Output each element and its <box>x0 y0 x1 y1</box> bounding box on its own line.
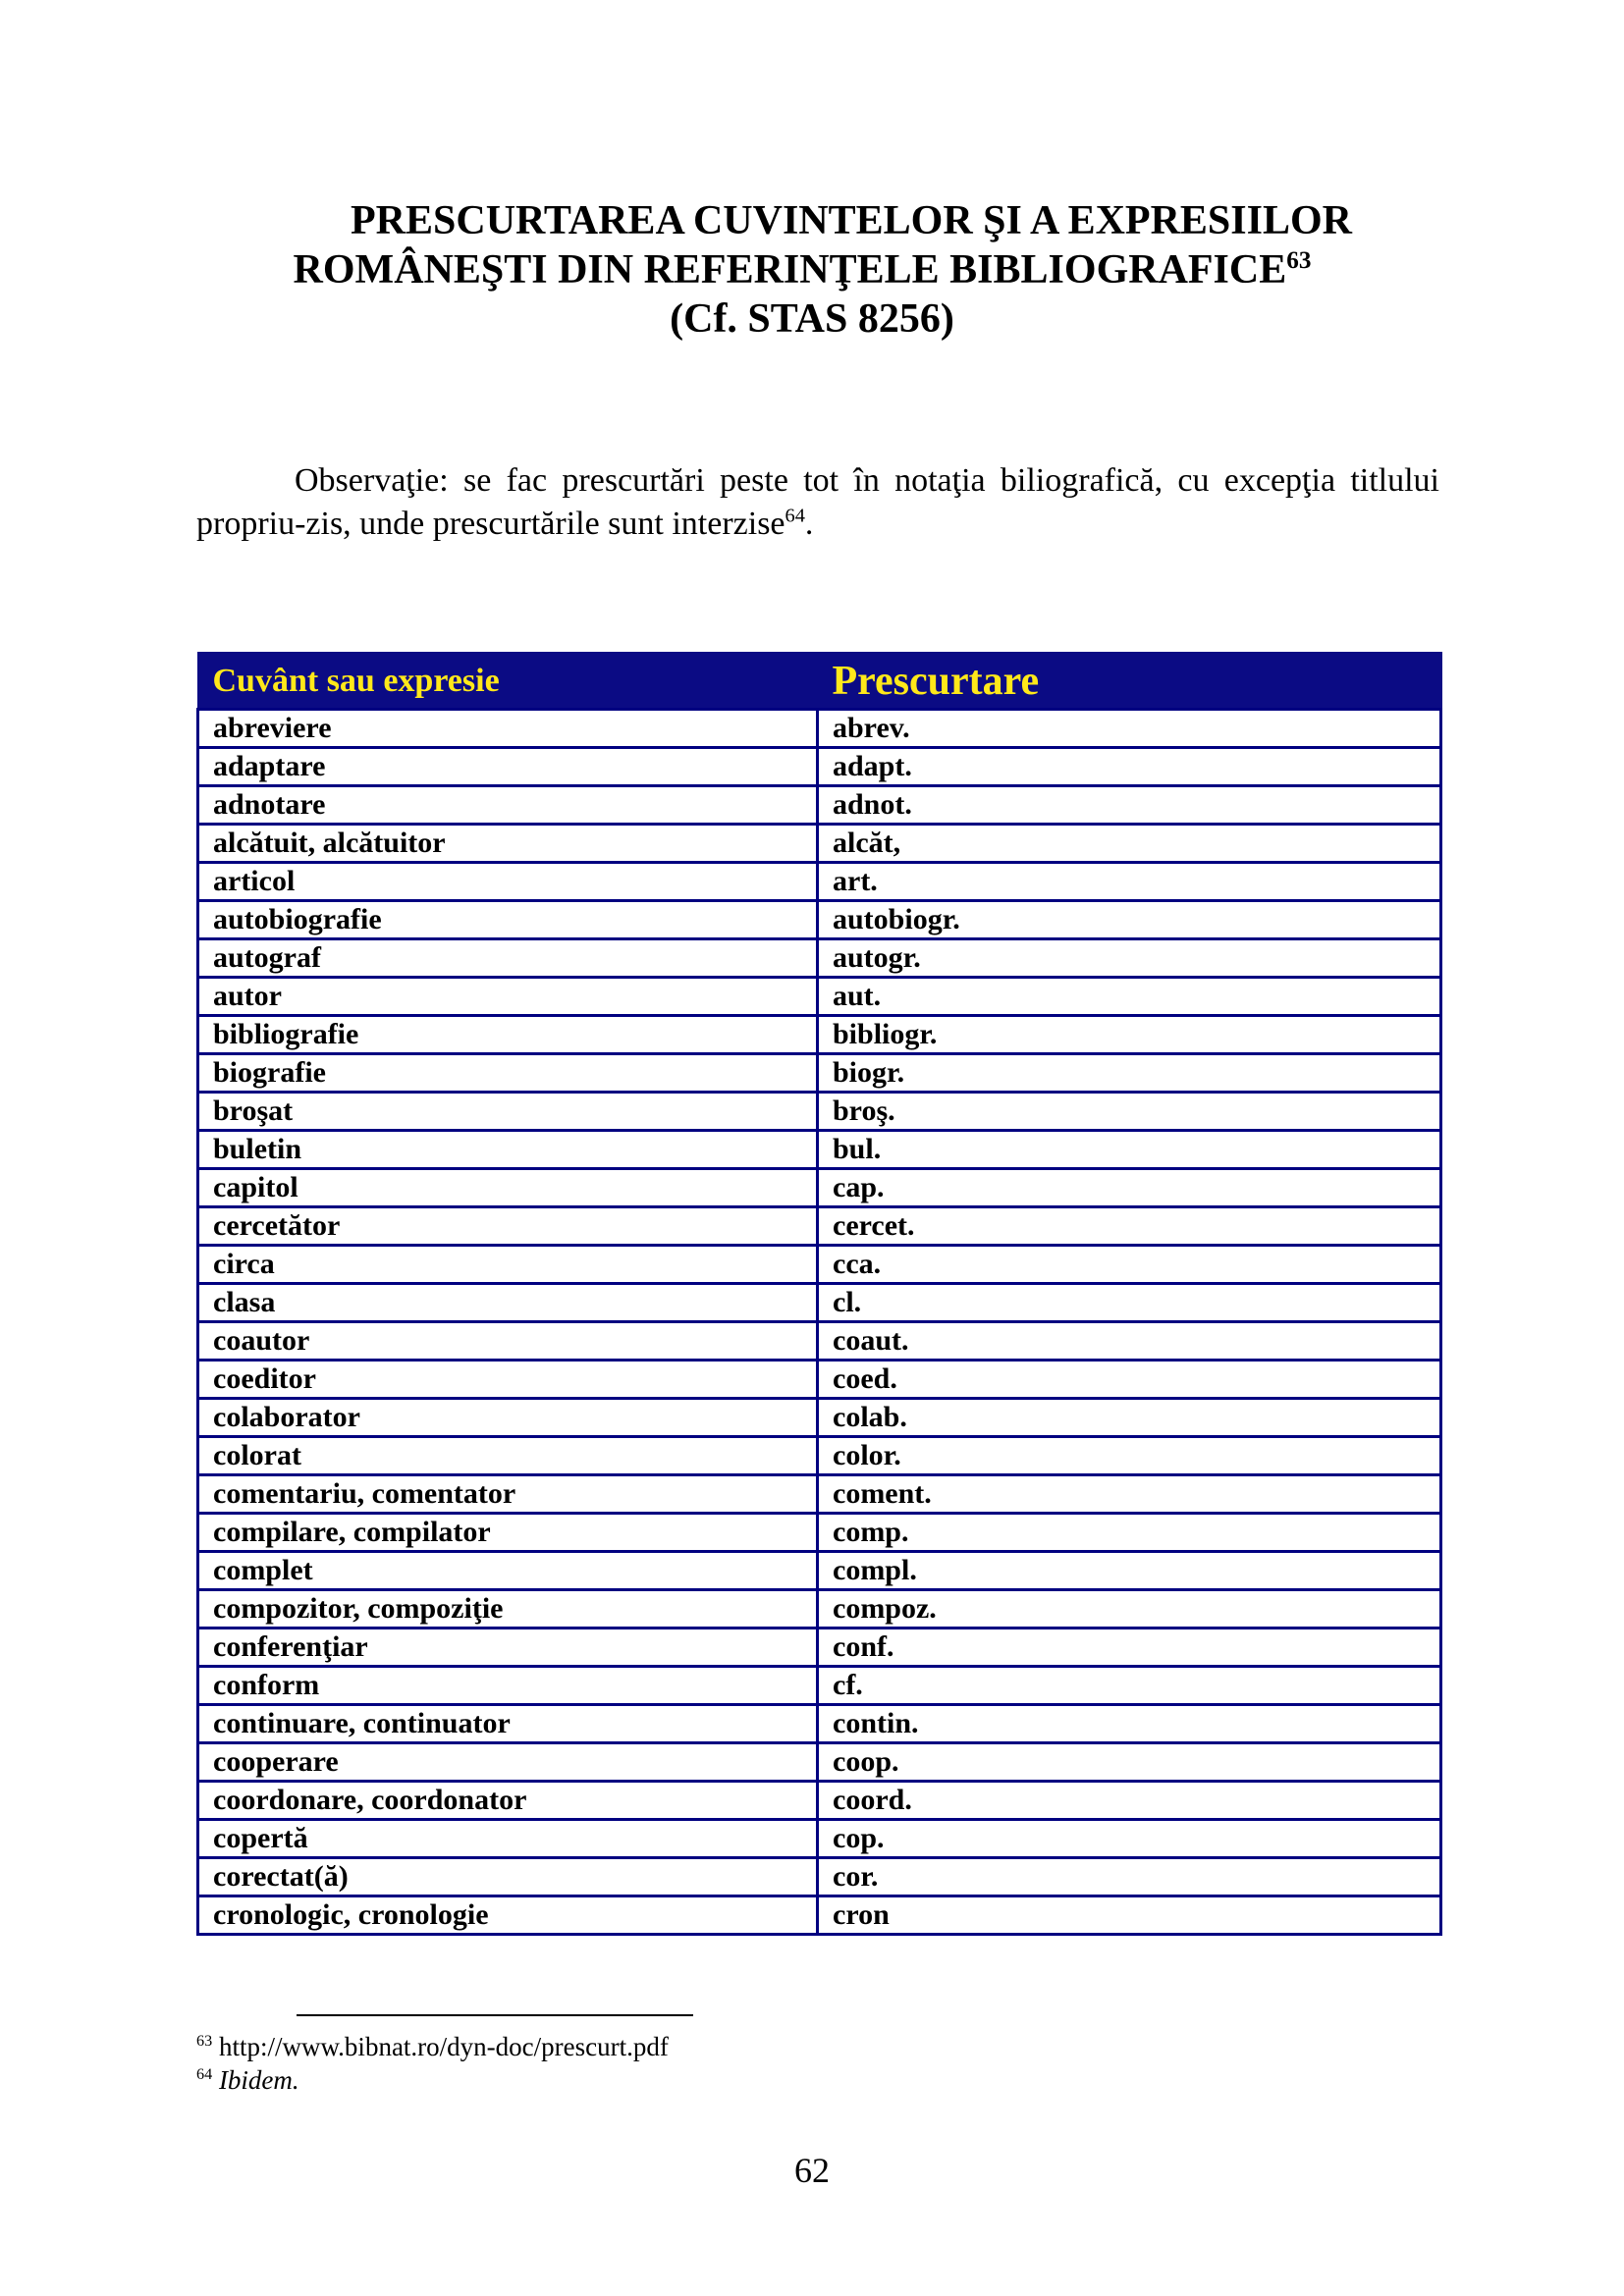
abbrev-cell: coaut. <box>818 1322 1441 1361</box>
abbrev-cell: abrev. <box>818 710 1441 748</box>
footnotes <box>196 2030 669 2097</box>
table-row <box>198 1322 1441 1361</box>
table-row <box>198 1169 1441 1207</box>
observation-paragraph <box>196 459 1439 546</box>
abbrev-cell: autogr. <box>818 939 1441 978</box>
abbrev-cell: conf. <box>818 1629 1441 1667</box>
abbrev-cell: alcăt, <box>818 825 1441 863</box>
table-row <box>198 1437 1441 1475</box>
footnote-63 <box>196 2030 669 2063</box>
abbrev-cell: colab. <box>818 1399 1441 1437</box>
word-cell: autobiografie <box>198 901 818 939</box>
footnote-ref-63: 63 <box>1286 247 1312 274</box>
abbrev-cell: cop. <box>818 1820 1441 1858</box>
title-line-2 <box>196 245 1428 294</box>
table-row <box>198 1858 1441 1896</box>
word-cell: coordonare, coordonator <box>198 1782 818 1820</box>
abbrev-cell: coment. <box>818 1475 1441 1514</box>
word-cell: clasa <box>198 1284 818 1322</box>
table-row <box>198 978 1441 1016</box>
table-header-row <box>198 653 1441 710</box>
table-row <box>198 1705 1441 1743</box>
word-cell: articol <box>198 863 818 901</box>
word-cell: buletin <box>198 1131 818 1169</box>
word-cell: cercetător <box>198 1207 818 1246</box>
word-cell: adnotare <box>198 786 818 825</box>
word-cell: copertă <box>198 1820 818 1858</box>
word-cell: alcătuit, alcătuitor <box>198 825 818 863</box>
title-line-2-text: ROMÂNEŞTI DIN REFERINŢELE BIBLIOGRAFICE <box>293 247 1287 293</box>
abbrev-cell: comp. <box>818 1514 1441 1552</box>
abbrev-cell: cercet. <box>818 1207 1441 1246</box>
header-abbrev: Prescurtare <box>818 653 1441 710</box>
table-row <box>198 786 1441 825</box>
table-row <box>198 1743 1441 1782</box>
footnote-ref-64: 64 <box>785 505 805 527</box>
table-row <box>198 1093 1441 1131</box>
abbrev-cell: contin. <box>818 1705 1441 1743</box>
table-row <box>198 1514 1441 1552</box>
table-row <box>198 1246 1441 1284</box>
word-cell: conform <box>198 1667 818 1705</box>
abbrev-cell: coed. <box>818 1361 1441 1399</box>
page-title <box>196 196 1428 344</box>
word-cell: corectat(ă) <box>198 1858 818 1896</box>
word-cell: autograf <box>198 939 818 978</box>
word-cell: abreviere <box>198 710 818 748</box>
abbreviation-table <box>196 652 1442 1936</box>
abbrev-cell: compoz. <box>818 1590 1441 1629</box>
table-row <box>198 748 1441 786</box>
table-row <box>198 1896 1441 1935</box>
table-row <box>198 1590 1441 1629</box>
abbrev-cell: coord. <box>818 1782 1441 1820</box>
table-row <box>198 710 1441 748</box>
abbrev-cell: adnot. <box>818 786 1441 825</box>
abbrev-cell: adapt. <box>818 748 1441 786</box>
abbrev-cell: cca. <box>818 1246 1441 1284</box>
table-row <box>198 1399 1441 1437</box>
abbrev-cell: coop. <box>818 1743 1441 1782</box>
word-cell: coeditor <box>198 1361 818 1399</box>
word-cell: capitol <box>198 1169 818 1207</box>
table-row <box>198 1284 1441 1322</box>
word-cell: adaptare <box>198 748 818 786</box>
table-row <box>198 1207 1441 1246</box>
abbrev-cell: cap. <box>818 1169 1441 1207</box>
footnote-separator <box>297 2014 693 2016</box>
word-cell: autor <box>198 978 818 1016</box>
word-cell: circa <box>198 1246 818 1284</box>
title-line-1: PRESCURTAREA CUVINTELOR ŞI A EXPRESIILOR <box>351 198 1352 243</box>
abbrev-cell: broş. <box>818 1093 1441 1131</box>
word-cell: coautor <box>198 1322 818 1361</box>
table-row <box>198 1016 1441 1054</box>
table-row <box>198 939 1441 978</box>
word-cell: continuare, continuator <box>198 1705 818 1743</box>
word-cell: cooperare <box>198 1743 818 1782</box>
table-row <box>198 901 1441 939</box>
footnote-number: 63 <box>196 2032 213 2050</box>
abbrev-cell: bul. <box>818 1131 1441 1169</box>
table-row <box>198 1054 1441 1093</box>
table-row <box>198 1361 1441 1399</box>
abbrev-cell: cl. <box>818 1284 1441 1322</box>
table-row <box>198 1667 1441 1705</box>
table-row <box>198 1131 1441 1169</box>
page-number: 62 <box>794 2151 830 2190</box>
table-row <box>198 1552 1441 1590</box>
observation-end: . <box>804 506 814 542</box>
table-row <box>198 825 1441 863</box>
footnote-64 <box>196 2063 669 2097</box>
word-cell: colorat <box>198 1437 818 1475</box>
word-cell: compilare, compilator <box>198 1514 818 1552</box>
abbrev-cell: cron <box>818 1896 1441 1935</box>
word-cell: comentariu, comentator <box>198 1475 818 1514</box>
table-row <box>198 1782 1441 1820</box>
word-cell: conferenţiar <box>198 1629 818 1667</box>
footnote-text: Ibidem. <box>218 2065 299 2095</box>
footnote-number: 64 <box>196 2065 213 2083</box>
table-row <box>198 1475 1441 1514</box>
word-cell: cronologic, cronologie <box>198 1896 818 1935</box>
table-row <box>198 1820 1441 1858</box>
word-cell: broşat <box>198 1093 818 1131</box>
header-word: Cuvânt sau expresie <box>198 653 818 710</box>
abbrev-cell: compl. <box>818 1552 1441 1590</box>
abbrev-cell: cor. <box>818 1858 1441 1896</box>
word-cell: complet <box>198 1552 818 1590</box>
abbrev-cell: aut. <box>818 978 1441 1016</box>
abbrev-cell: bibliogr. <box>818 1016 1441 1054</box>
abbrev-cell: autobiogr. <box>818 901 1441 939</box>
observation-text: Observaţie: se fac prescurtări peste tot în notaţia biliografică, cu excepţia titlului propriu-zis, unde prescurtările sunt interzise <box>196 462 1439 542</box>
footnote-link[interactable]: http://www.bibnat.ro/dyn-doc/prescurt.pdf <box>218 2032 669 2061</box>
abbrev-cell: cf. <box>818 1667 1441 1705</box>
word-cell: compozitor, compoziţie <box>198 1590 818 1629</box>
word-cell: colaborator <box>198 1399 818 1437</box>
abbrev-cell: biogr. <box>818 1054 1441 1093</box>
table-row <box>198 863 1441 901</box>
title-line-3: (Cf. STAS 8256) <box>670 296 954 342</box>
word-cell: biografie <box>198 1054 818 1093</box>
abbrev-cell: color. <box>818 1437 1441 1475</box>
table-row <box>198 1629 1441 1667</box>
word-cell: bibliografie <box>198 1016 818 1054</box>
abbrev-cell: art. <box>818 863 1441 901</box>
table-body <box>198 710 1441 1935</box>
